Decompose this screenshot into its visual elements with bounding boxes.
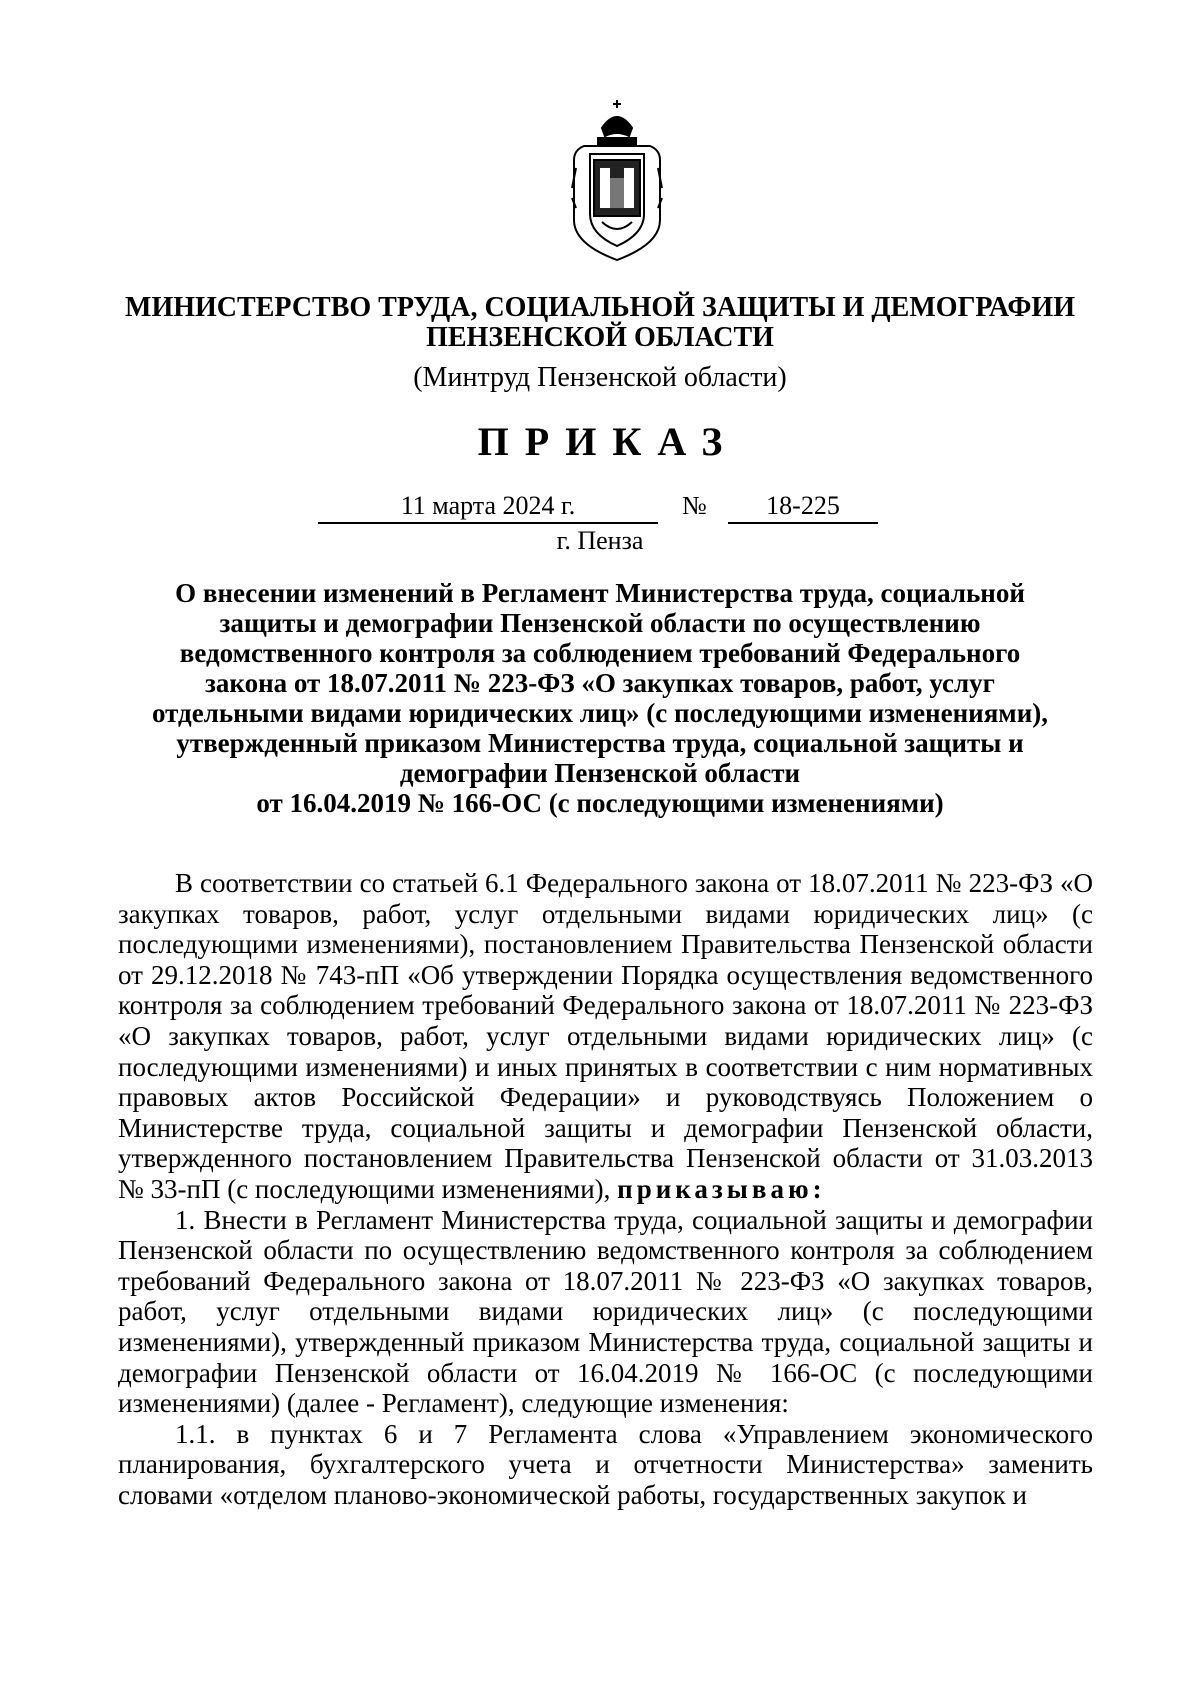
ministry-name — [0, 293, 1200, 353]
body-paragraph-preamble — [118, 868, 1093, 1205]
ministry-abbreviation: (Минтруд Пензенской области) — [413, 362, 787, 393]
subject-line: отдельными видами юридических лиц» (с последующими изменениями), — [152, 698, 1048, 728]
body-paragraph-item-1-1: 1.1. в пунктах 6 и 7 Регламента слова «Управлением экономического планирования, бухгалтерского учета и отчетности Министерства» заменить словами «отделом планово-экономической работы, государственных закупок и — [118, 1418, 1093, 1510]
order-city: г. Пенза — [556, 526, 644, 555]
order-date: 11 марта 2024 г. — [318, 490, 658, 524]
preamble-text: В соответствии со статьей 6.1 Федерального закона от 18.07.2011 № 223-ФЗ «О закупках товаров, работ, услуг отдельными видами юридических лиц» (с последующими изменениями), постановлением Правительства Пензенской области от 29.12.2018 № 743-пП «Об утверждении Порядка осуществления ведомственного контроля за соблюдением требований Федерального закона от 18.07.2011 № 223-ФЗ «О закупках товаров, работ, услуг отдельными видами юридических лиц» (с последующими изменениями) и иных принятых в соответствии с ним нормативных правовых актов Российской Федерации» и руководствуясь Положением о Министерстве труда, социальной защиты и демографии Пензенской области, утвержденного постановлением Правительства Пензенской области от 31.03.2013 № 33-пП (с последующими изменениями), — [118, 868, 1093, 1204]
order-word: приказываю: — [617, 1173, 826, 1204]
number-sign: № — [682, 491, 707, 520]
order-date-number-row — [0, 490, 1200, 526]
subject-line: от 16.04.2019 № 166-ОС (с последующими изменениями) — [256, 788, 944, 818]
order-body — [118, 868, 1093, 1510]
subject-line: утвержденный приказом Министерства труда, социальной защиты и — [176, 728, 1024, 758]
subject-line: защиты и демографии Пензенской области по осуществлению — [219, 608, 981, 638]
subject-line: демографии Пензенской области — [399, 758, 801, 788]
body-paragraph-item-1: 1. Внести в Регламент Министерства труда, социальной защиты и демографии Пензенской области по осуществлению ведомственного контроля за соблюдением требований Федерального закона от 18.07.2011 № 223-ФЗ «О закупках товаров, работ, услуг отдельными видами юридических лиц» (с последующими изменениями), утвержденный приказом Министерства труда, социальной защиты и демографии Пензенской области от 16.04.2019 № 166-ОС (с последующими изменениями) (далее - Регламент), следующие изменения: — [118, 1204, 1093, 1419]
order-subject — [0, 578, 1200, 818]
ministry-name-line1: МИНИСТЕРСТВО ТРУДА, СОЦИАЛЬНОЙ ЗАЩИТЫ И ДЕМОГРАФИИ — [125, 292, 1075, 323]
coat-of-arms-emblem — [570, 98, 664, 263]
subject-line: закона от 18.07.2011 № 223-ФЗ «О закупках товаров, работ, услуг — [205, 668, 995, 698]
order-title: ПРИКАЗ — [477, 419, 739, 464]
subject-line: О внесении изменений в Регламент Министерства труда, социальной — [175, 578, 1025, 608]
ministry-name-line2: ПЕНЗЕНСКОЙ ОБЛАСТИ — [426, 322, 774, 353]
order-number: 18-225 — [728, 490, 878, 524]
subject-line: ведомственного контроля за соблюдением требований Федерального — [179, 638, 1021, 668]
